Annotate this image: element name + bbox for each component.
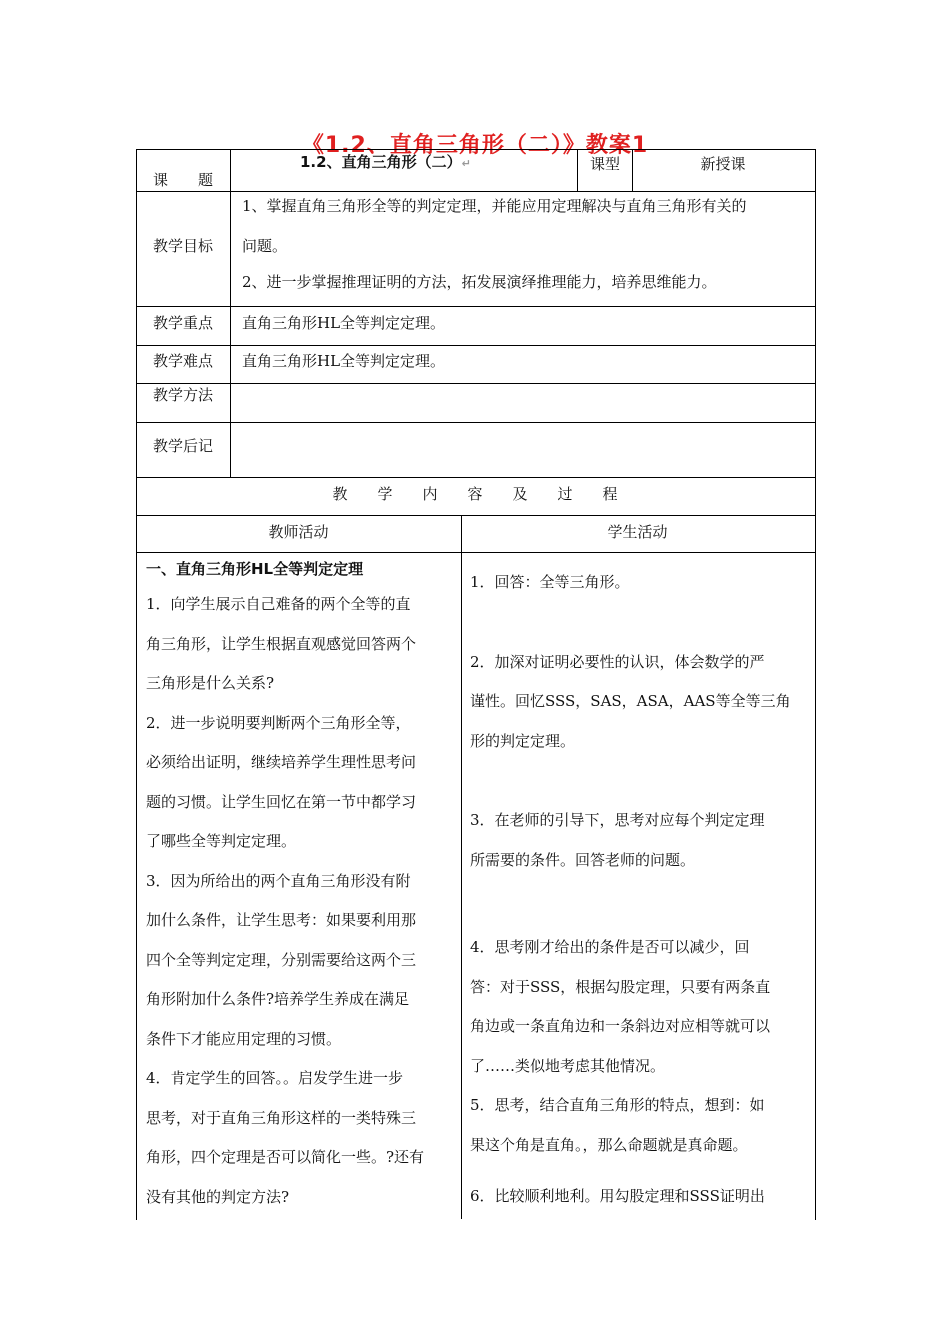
row-divider (136, 515, 816, 516)
row-divider (136, 552, 816, 553)
topic-label: 课 题 (152, 171, 213, 189)
objective-line: 2、进一步掌握推理证明的方法，拓发展演绎推理能力，培养思维能力。 (242, 273, 717, 291)
teacher-line: 必须给出证明，继续培养学生理性思考问 (146, 753, 417, 771)
student-line: 了……类似地考虑其他情况。 (470, 1056, 666, 1075)
row-divider (136, 345, 816, 346)
label-column-divider (230, 149, 231, 477)
row-divider (136, 383, 816, 384)
student-activity-content (470, 563, 791, 1217)
student-line: 所需要的条件。回答老师的问题。 (470, 850, 696, 869)
student-line: 1．回答：全等三角形。 (470, 573, 630, 591)
teacher-line: 三角形是什么关系? (146, 674, 275, 692)
teacher-line: 四个全等判定定理，分别需要给这两个三 (146, 950, 417, 969)
student-line: 角边或一条直角边和一条斜边对应相等就可以 (470, 1017, 771, 1035)
methods-label: 教学方法 (152, 386, 213, 404)
teacher-line: 思考，对于直角三角形这样的一类特殊三 (146, 1108, 417, 1127)
teacher-line: 3．因为所给出的两个直角三角形没有附 (146, 871, 411, 890)
document-title: 《1.2、直角三角形（二）》教案1 (301, 133, 649, 158)
type-label: 课型 (590, 155, 621, 173)
teacher-activity-header: 教师活动 (268, 523, 329, 541)
student-line: 果这个角是直角。，那么命题就是真命题。 (470, 1135, 748, 1154)
activity-column-divider (461, 515, 462, 1219)
teacher-line: 1．向学生展示自己难备的两个全等的直 (146, 595, 411, 613)
teacher-line: 2．进一步说明要判断两个三角形全等， (146, 713, 411, 732)
row-divider (136, 191, 816, 192)
student-line: 形的判定定理。 (470, 731, 576, 750)
type-value: 新授课 (700, 155, 746, 173)
teacher-line: 角三角形，让学生根据直观感觉回答两个 (146, 634, 417, 653)
student-line: 答：对于SSS，根据勾股定理，只要有两条直 (470, 977, 771, 996)
row-divider (136, 306, 816, 307)
teacher-line: 题的习惯。让学生回忆在第一节中都学习 (146, 792, 417, 811)
student-line: 4．思考刚才给出的条件是否可以减少，回 (470, 938, 750, 956)
teacher-line: 加什么条件，让学生思考：如果要利用那 (146, 911, 417, 929)
teacher-activity-content (146, 585, 424, 1217)
student-line: 3．在老师的引导下，思考对应每个判定定理 (470, 811, 765, 829)
teacher-line: 角形附加什么条件?培养学生养成在满足 (146, 990, 410, 1008)
key-points-label: 教学重点 (152, 314, 213, 332)
difficulties-value: 直角三角形HL全等判定定理。 (242, 352, 446, 370)
objective-line: 1、掌握直角三角形全等的判定定理，并能应用定理解决与直角三角形有关的 (242, 197, 747, 215)
teacher-line: 没有其他的判定方法? (146, 1187, 290, 1206)
student-activity-header: 学生活动 (607, 523, 668, 541)
objectives-label: 教学目标 (152, 237, 213, 255)
topic-value: 1.2、直角三角形（二）↵ (300, 153, 471, 171)
teacher-section-title: 一、直角三角形HL全等判定定理 (146, 560, 364, 578)
student-line: 6．比较顺利地利。用勾股定理和SSS证明出 (470, 1187, 765, 1205)
row-divider (136, 477, 816, 478)
teacher-line: 4．肯定学生的回答。。启发学生进一步 (146, 1069, 404, 1087)
teacher-line: 条件下才能应用定理的习惯。 (146, 1029, 342, 1048)
teacher-line: 角形，四个定理是否可以简化一些。?还有 (146, 1148, 425, 1166)
objective-line: 问题。 (242, 237, 288, 255)
key-points-value: 直角三角形HL全等判定定理。 (242, 314, 446, 332)
type-label-divider (577, 149, 578, 191)
student-line: 谨性。回忆SSS，SAS，ASA，AAS等全等三角 (470, 692, 791, 710)
difficulties-label: 教学难点 (152, 352, 213, 370)
row-divider (136, 422, 816, 423)
reflection-label: 教学后记 (152, 437, 213, 455)
process-heading: 教 学 内 容 及 过 程 (332, 485, 618, 503)
teacher-line: 了哪些全等判定定理。 (146, 832, 297, 850)
student-line: 2．加深对证明必要性的认识，体会数学的严 (470, 652, 765, 671)
student-line: 5．思考，结合直角三角形的特点，想到：如 (470, 1096, 765, 1114)
